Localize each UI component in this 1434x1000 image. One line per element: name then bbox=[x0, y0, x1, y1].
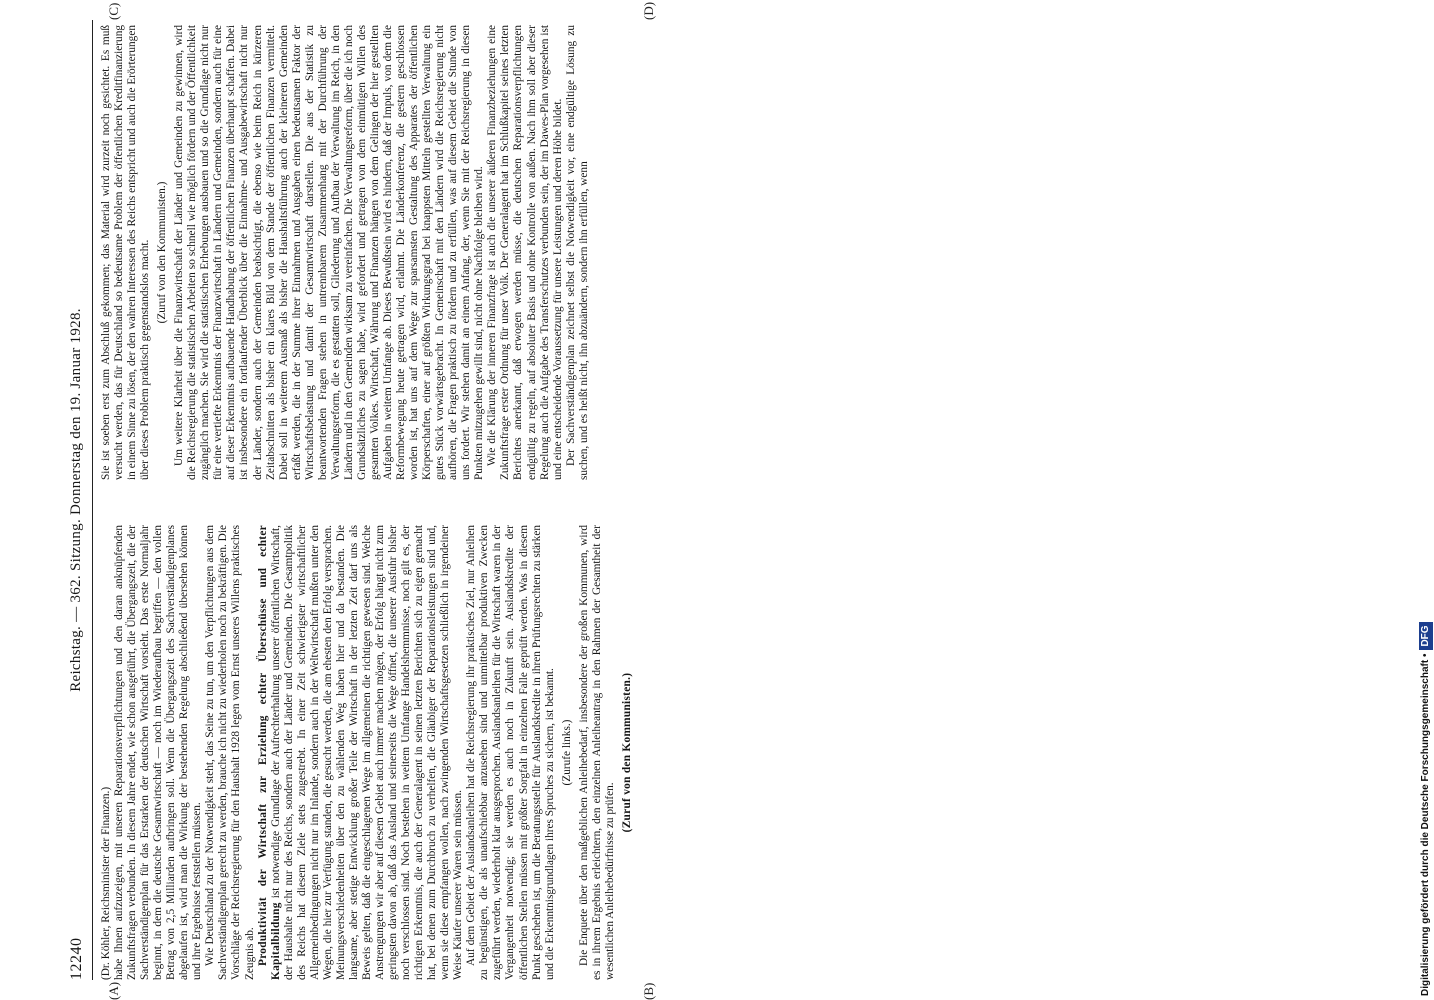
margin-mark-a: (A) bbox=[106, 981, 121, 1000]
paragraph-text: ist notwendige Grundlage der Aufrechterhaltung unserer öffentlichen Wirtschaft, der Haushalte nicht nur des Reichs, sondern auch der Länder und Gemeinden. Die Gesamtpolitik des Reichs hat diesem Ziele stets zugestrebt. In einer Zeit schwierigster wirtschaftlicher Allgemeinbedingungen nicht nur im Inlande, sondern auch in der Weltwirtschaft mußten unter den Wegen, die hier zur Verfügung standen, die gesucht werden, die am ehesten den Erfolg versprachen. Meinungsverschiedenheiten über den zu wählenden Weg haben hier und da bestanden. Die langsame, aber stetige Entwicklung großer Teile der Wirtschaft in der letzten Zeit darf uns als Beweis gelten, daß die eingeschlagenen Wege im allgemeinen die richtigen gewesen sind. Welche Anstrengungen wir aber auf diesem Gebiet auch immer machen mögen, der Erfolg hängt nicht zum geringsten davon ab, daß das Ausland und seinerseits die Wege öffnet, die unserer Ausfuhr bisher noch verschlossen sind. Noch bestehen in weitem Umfange Handelshemmnisse, noch gilt es, der richtigen Erkenntnis, die auch der Generalagent in seinen letzten Berichten sich zu eigen gemacht hat, bei denen zum Durchbruch zu verhelfen, die Gläubiger der Reparationsleistungen sind und, wenn sie diese empfangen wollen, nach zwingenden Wirtschaftsgesetzen schließlich in irgendeiner Weise Käufer unserer Waren sein müssen. bbox=[269, 525, 465, 980]
interjection: (Zuruf von den Kommunisten.) bbox=[156, 181, 169, 324]
bold-heading: Produktivität der Wirtschaft zur Erzielung echter Überschüsse und echter Kapitalbildung bbox=[256, 525, 282, 980]
watermark-text: Digitalisierung gefördert durch die Deutsche Forschungsgemeinschaft • bbox=[1420, 653, 1431, 996]
paragraph: Wie die Klärung der inneren Finanzfrage ist auch die unserer äußeren Finanzbeziehungen eine Zukunftsfrage erster Ordnung für unser Volk. Der Generalagent hat im Schlußkapitel seines letzten Berichtes anerkannt, daß erwogen werden müsse, die deutschen Reparationsverpflichtungen endgültig zu regeln, auf absoluter Basis und ohne Kontrolle von außen. Nach ihm soll aber dieser Regelung auch die Aufgabe des Transferschutzes verbunden sein, der im Dawes-Plan vorgesehen ist und eine entscheidende Voraussetzung für unsere Leistungen und deren Höhe bildet. bbox=[486, 25, 564, 480]
paragraph: Wie Deutschland zu der Notwendigkeit steht, das Seine zu tun, um den Verpflichtungen aus dem Sachverständigenplan gerecht zu werden, brauche ich nicht zu wiederholen noch zu bekräftigen. Die Vorschläge der Reichsregierung für den Haushalt 1928 legen vom Ernst unseres Willens praktisches Zeugnis ab. bbox=[204, 525, 256, 980]
margin-mark-b: (B) bbox=[641, 982, 656, 1000]
page-number: 12240 bbox=[68, 937, 85, 980]
left-text-column bbox=[100, 525, 638, 980]
paragraph: Auf dem Gebiet der Auslandsanleihen hat die Reichsregierung ihr praktisches Ziel, nur Anleihen zu begünstigen, die als unaufschiebbar anzusehen sind und unmittelbar produktiven Zwecken zugeführt werden, wiederholt klar ausgesprochen. Auslandsanleihen für die Wirtschaft waren in der Vergangenheit notwendig; sie werden es auch noch in Zukunft sein. Auslandskredite der öffentlichen Stellen müssen mit größter Sorgfalt in einzelnen Falle geprüft werden. Was in diesem Punkt geschehen ist, um die Beratungsstelle für Auslandskredite in ihren Prüfungsrechten zu stärken und die Erkenntnisgrundlagen ihres Spruches zu sichern, ist bekannt. bbox=[465, 525, 556, 980]
watermark-line bbox=[1418, 6, 1434, 996]
rotated-document-page bbox=[22, 0, 1412, 1000]
interjection: (Zurufe links.) bbox=[560, 719, 573, 786]
page-title: Reichstag. — 362. Sitzung. Donnerstag den 19. Januar 1928. bbox=[68, 308, 84, 692]
margin-mark-c: (C) bbox=[106, 2, 121, 20]
digitization-watermark bbox=[1418, 6, 1434, 996]
dfg-logo: DFG bbox=[1419, 622, 1433, 649]
margin-mark-d: (D) bbox=[641, 1, 656, 20]
right-text-column bbox=[100, 25, 591, 480]
interjection: (Zuruf von den Kommunisten.) bbox=[620, 672, 633, 833]
speaker-attribution: (Dr. Köhler, Reichsminister der Finanzen.) bbox=[100, 786, 112, 980]
page-header bbox=[70, 20, 93, 980]
paragraph: Der Sachverständigenplan zeichnet selbst die Notwendigkeit vor, eine endgültige Lösung zu suchen, und es heißt nicht, ihn abzuändern, sondern ihn erfüllen, wenn bbox=[564, 25, 590, 480]
paragraph: Die Enquete über den maßgeblichen Anleihebedarf, insbesondere der großen Kommunen, wird es in ihrem Ergebnis erleichtern, den einzelnen Anleiheantrag in den Rahmen der Gesamtheit der wesentlichen Anleihebedürfnisse zu prüfen. bbox=[577, 525, 616, 980]
paragraph: habe Ihnen aufzuzeigen, mit unseren Reparationsverpflichtungen und den daran anknüpfenden Zukunftsfragen verbunden. In diesem Jahre endet, wie schon ausgeführt, die Übergangszeit, die der Sachverständigenplan für das Erstarken der deutschen Wirtschaft vorsieht. Das erste Normaljahr beginnt, in dem die deutsche Gesamtwirtschaft — noch im Wiederaufbau begriffen — den vollen Betrag von 2,5 Milliarden aufbringen soll. Wenn die Übergangszeit des Sachverständigenplanes abgelaufen ist, wird man die Wirkung der bestehenden Regelung abschließend übersehen können und ihre Ergebnisse feststellen müssen. bbox=[113, 525, 204, 980]
paragraph: Um weitere Klarheit über die Finanzwirtschaft der Länder und Gemeinden zu gewinnen, wird die Reichsregierung die statistischen Arbeiten so schnell wie möglich fördern und der Öffentlichkeit zugänglich machen. Sie wird die statistischen Erhebungen ausbauen und so die Grundlage nicht nur für eine vertiefte Erkenntnis der Finanzwirtschaft in Ländern und Gemeinden, sondern auch für eine auf dieser Erkenntnis aufbauende Handhabung der öffentlichen Finanzen überhaupt schaffen. Dabei ist insbesondere ein fortlaufender Überblick über die Einnahme- und Ausgabewirtschaft nicht nur der Länder, sondern auch der Gemeinden beabsichtigt, die ebenso wie beim Reich in kürzeren Zeitabschnitten als bisher ein klares Bild von dem Stande der öffentlichen Finanzen vermittelt. Dabei soll in weiterem Ausmaß als bisher die Haushaltsführung auch der kleineren Gemeinden erfaßt werden, die in der Summe ihrer Einnahmen und Ausgaben einen bedeutsamen Faktor der Wirtschaftsbelastung und damit der Gesamtwirtschaft darstellen. Die aus der Statistik zu beantwortenden Fragen stehen in untrennbarem Zusammenhang mit der Durchführung der Verwaltungsreform, die es gestatten soll, Gliederung und Aufbau der Verwaltung im Reich, in den Ländern und in den Gemeinden wirksam zu vereinfachen. Die Verwaltungsreform, über die ich noch Grundsätzliches zu sagen habe, wird gefordert und getragen von dem einmütigen Willen des gesamten Volkes. Wirtschaft, Währung und Finanzen hängen von dem Gelingen der hier gestellten Aufgaben in weitem Umfange ab. Dieses Bewußtsein wird es hindern, daß der Impuls, von dem die Reformbewegung heute getragen wird, erlahmt. Die Länderkonferenz, die gestern geschlossen worden ist, hat uns auf dem Wege zur sparsamsten Gestaltung des Apparates der öffentlichen Körperschaften, einer auf größten Wirkungsgrad bei knappsten Mitteln gestellten Verwaltung ein gutes Stück vorwärtsgebracht. In Gemeinschaft mit den Ländern wird die Reichsregierung nicht aufhören, die Fragen praktisch zu fördern und zu erfüllen, was auf diesem Gebiet die Stunde von uns fordert. Wir stehen damit an einem Anfang, der, wenn Sie mit der Reichsregierung in diesen Punkten mitzugehen gewillt sind, nicht ohne Nachfolge bleiben wird. bbox=[173, 25, 486, 480]
paragraph: Sie ist soeben erst zum Abschluß gekommen; das Material wird zurzeit noch gesichtet. Es muß versucht werden, das für Deutschland so bedeutsame Problem der öffentlichen Kreditfinanzierung in einem Sinne zu lösen, der den wahren Interessen des Reichs entspricht und auch die Erörterungen über dieses Problem praktisch gegenstandslos macht. bbox=[100, 25, 152, 480]
paragraph bbox=[257, 525, 466, 980]
